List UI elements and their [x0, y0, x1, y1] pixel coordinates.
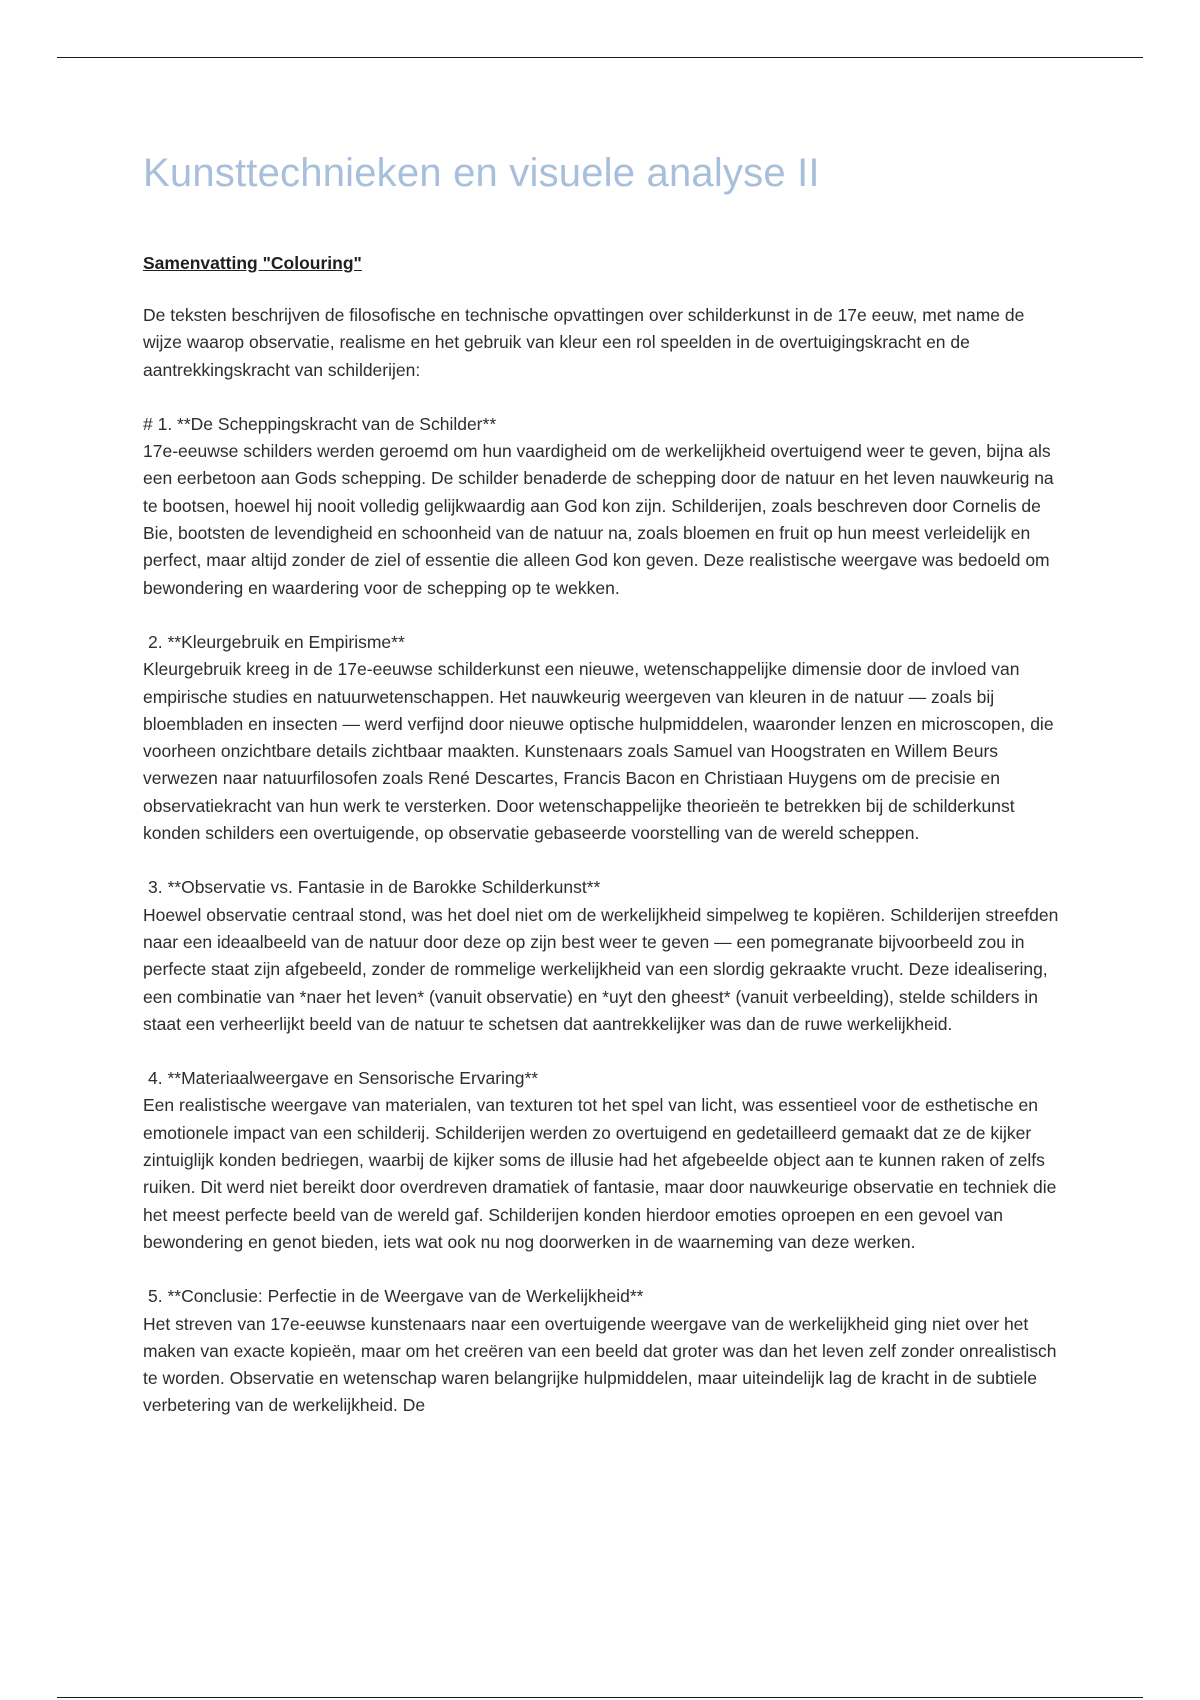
section-body: Een realistische weergave van materialen, van texturen tot het spel van licht, was essentieel voor de esthetische en emotionele impact van een schilderij. Schilderijen werden zo overtuigend en gedetailleerd gemaakt dat ze de kijker zintuiglijk konden bedriegen, waarbij de kijker soms de illusie had het afgebeelde object aan te kunnen raken of zelfs ruiken. Dit werd niet bereikt door overdreven dramatiek of fantasie, maar door nauwkeurige observatie en techniek die het meest perfecte beeld van de wereld gaf. Schilderijen konden hierdoor emoties oproepen en een gevoel van bewondering en genot bieden, iets wat ook nu nog doorwerken in de waarneming van deze werken.: [143, 1095, 1057, 1252]
intro-paragraph: De teksten beschrijven de filosofische en technische opvattingen over schilderkunst in de 17e eeuw, met name de wijze waarop observatie, realisme en het gebruik van kleur een rol speelden in de overtuigingskracht en de aantrekkingskracht van schilderijen:: [143, 305, 1025, 380]
document-body: [143, 140, 1063, 1447]
section-heading: # 1. **De Scheppingskracht van de Schilder**: [143, 413, 497, 434]
document-title: Kunsttechnieken en visuele analyse II: [143, 151, 820, 195]
section-body: Kleurgebruik kreeg in de 17e-eeuwse schilderkunst een nieuwe, wetenschappelijke dimensie door de invloed van empirische studies en natuurwetenschappen. Het nauwkeurig weergeven van kleuren in de natuur — zoals bij bloembladen en insecten — werd verfijnd door nieuwe optische hulpmiddelen, waaronder lenzen en microscopen, die voorheen onzichtbare details zichtbaar maakten. Kunstenaars zoals Samuel van Hoogstraten en Willem Beurs verwezen naar natuurfilosofen zoals René Descartes, Francis Bacon en Christiaan Huygens om de precisie en observatiekracht van hun werk te versterken. Door wetenschappelijke theorieën te betrekken bij de schilderkunst konden schilders een overtuigende, op observatie gebaseerde voorstelling van de wereld scheppen.: [143, 659, 1054, 844]
section-body: 17e-eeuwse schilders werden geroemd om hun vaardigheid om de werkelijkheid overtuigend weer te geven, bijna als een eerbetoon aan Gods schepping. De schilder benaderde de schepping door de natuur en het leven nauwkeurig na te bootsen, hoewel hij nooit volledig gelijkwaardig aan God kon zijn. Schilderijen, zoals beschreven door Cornelis de Bie, bootsten de levendigheid en schoonheid van de natuur na, zoals bloemen en fruit op hun meest verleidelijk en perfect, maar altijd zonder de ziel of essentie die alleen God kon geven. Deze realistische weergave was bedoeld om bewondering en waardering voor de schepping op te wekken.: [143, 441, 1054, 598]
section-1: [143, 411, 1063, 602]
summary-heading: Samenvatting "Colouring": [143, 253, 362, 273]
section-heading: 2. **Kleurgebruik en Empirisme**: [148, 631, 405, 652]
section-heading: 3. **Observatie vs. Fantasie in de Barokke Schilderkunst**: [148, 877, 601, 898]
section-body: Het streven van 17e-eeuwse kunstenaars naar een overtuigende weergave van de werkelijkheid ging niet over het maken van exacte kopieën, maar om het creëren van een beeld dat groter was dan het leven zelf zonder onrealistisch te worden. Observatie en wetenschap waren belangrijke hulpmiddelen, maar uiteindelijk lag de kracht in de subtiele verbetering van de werkelijkheid. De: [143, 1313, 1057, 1416]
bottom-rule: [57, 1697, 1143, 1698]
section-heading: 5. **Conclusie: Perfectie in de Weergave van de Werkelijkheid**: [148, 1286, 644, 1307]
section-3: [143, 874, 1063, 1038]
top-rule: [57, 57, 1143, 58]
section-heading: 4. **Materiaalweergave en Sensorische Ervaring**: [148, 1068, 539, 1089]
section-4: [143, 1065, 1063, 1256]
section-5: [143, 1283, 1063, 1419]
section-body: Hoewel observatie centraal stond, was het doel niet om de werkelijkheid simpelweg te kopiëren. Schilderijen streefden naar een ideaalbeeld van de natuur door deze op zijn best weer te geven — een pomegranate bijvoorbeeld zou in perfecte staat zijn afgebeeld, zonder de rommelige werkelijkheid van een slordig gekraakte vrucht. Deze idealisering, een combinatie van *naer het leven* (vanuit observatie) en *uyt den gheest* (vanuit verbeelding), stelde schilders in staat een verheerlijkt beeld van de natuur te schetsen dat aantrekkelijker was dan de ruwe werkelijkheid.: [143, 904, 1059, 1034]
section-2: [143, 629, 1063, 847]
